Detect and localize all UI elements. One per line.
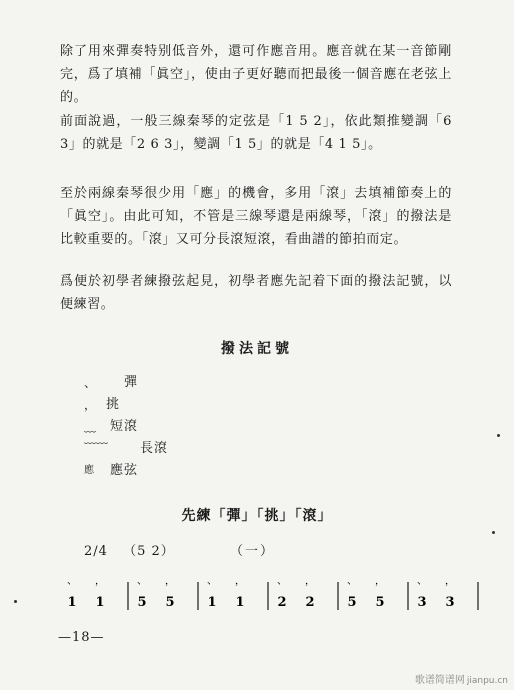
note: 5 [347, 595, 357, 610]
legend-label: 挑 [106, 397, 121, 412]
note: 5 [137, 595, 147, 610]
scan-speck [14, 600, 17, 603]
legend-row-tan [84, 372, 334, 394]
note: 2 [305, 595, 315, 610]
scan-speck [492, 531, 495, 534]
time-signature: 2/4 [84, 544, 108, 559]
legend-symbol: ﹏ [84, 420, 97, 434]
legend-row-long-roll [84, 438, 334, 460]
legend-row-tiao [84, 394, 334, 416]
note: 1 [207, 595, 217, 610]
stroke-mark: 、 [417, 576, 427, 587]
intro-notes: （5 2） [123, 544, 175, 559]
legend-label: 長滾 [140, 441, 169, 456]
stroke-mark: ， [445, 576, 455, 587]
note: 1 [235, 595, 245, 610]
stroke-mark: ， [165, 576, 175, 587]
paragraph-4: 爲便於初學者練撥弦起見，初學者應先記着下面的撥法記號，以便練習。 [60, 274, 452, 312]
stroke-legend [84, 372, 334, 482]
legend-symbol: ， [84, 398, 97, 412]
note: 3 [417, 595, 427, 610]
legend-label: 彈 [124, 375, 139, 390]
stroke-mark: ， [305, 576, 315, 587]
note: 5 [375, 595, 385, 610]
note: 1 [67, 595, 77, 610]
exercise-title: 先練「彈」「挑」「滾」 [181, 508, 333, 524]
note: 1 [95, 595, 105, 610]
note: 2 [277, 595, 287, 610]
stroke-mark: ， [235, 576, 245, 587]
time-signature-line [84, 540, 175, 559]
watermark-text: 歌谱简谱网 [414, 675, 465, 686]
stroke-mark: 、 [207, 576, 217, 587]
watermark [415, 671, 508, 686]
legend-symbol: 、 [84, 376, 97, 390]
legend-row-short-roll [84, 416, 334, 438]
paragraph-2: 前面說過，一般三線秦琴的定弦是「1 5 2」，依此類推變調「6 3」的就是「2 6 3」，變調「1 5」的就是「4 1 5」。 [60, 114, 452, 152]
legend-symbol: 應 [84, 465, 94, 476]
notation-staff [52, 570, 455, 614]
stroke-mark: 、 [277, 576, 287, 587]
scan-speck [497, 434, 500, 437]
legend-label: 短滾 [110, 419, 139, 434]
stroke-mark: 、 [67, 576, 77, 587]
note: 3 [445, 595, 455, 610]
paragraph-1: 除了用來彈奏特别低音外，還可作應音用。應音就在某一音節剛完，爲了填補「眞空」，使由子更好聽而把最後一個音應在老弦上的。 [60, 44, 452, 105]
section-number: （一） [230, 544, 276, 559]
legend-symbol: ﹋﹋ [84, 442, 109, 456]
watermark-url: jianpu.cn [466, 676, 508, 686]
stroke-mark: 、 [347, 576, 357, 587]
stroke-mark: ， [375, 576, 385, 587]
legend-label: 應弦 [110, 463, 139, 478]
paragraph-3: 至於兩線秦琴很少用「應」的機會，多用「滾」去填補節奏上的「眞空」。由此可知，不管是三線琴還是兩線琴，「滾」的撥法是比較重要的。「滾」又可分長滾短滾，看曲譜的節拍而定。 [60, 186, 452, 247]
stroke-mark: 、 [137, 576, 147, 587]
legend-row-ying [84, 460, 334, 482]
stroke-mark: ， [95, 576, 105, 587]
page-number: —18— [58, 630, 105, 645]
note: 5 [165, 595, 175, 610]
section-title: 撥法記號 [221, 341, 293, 357]
